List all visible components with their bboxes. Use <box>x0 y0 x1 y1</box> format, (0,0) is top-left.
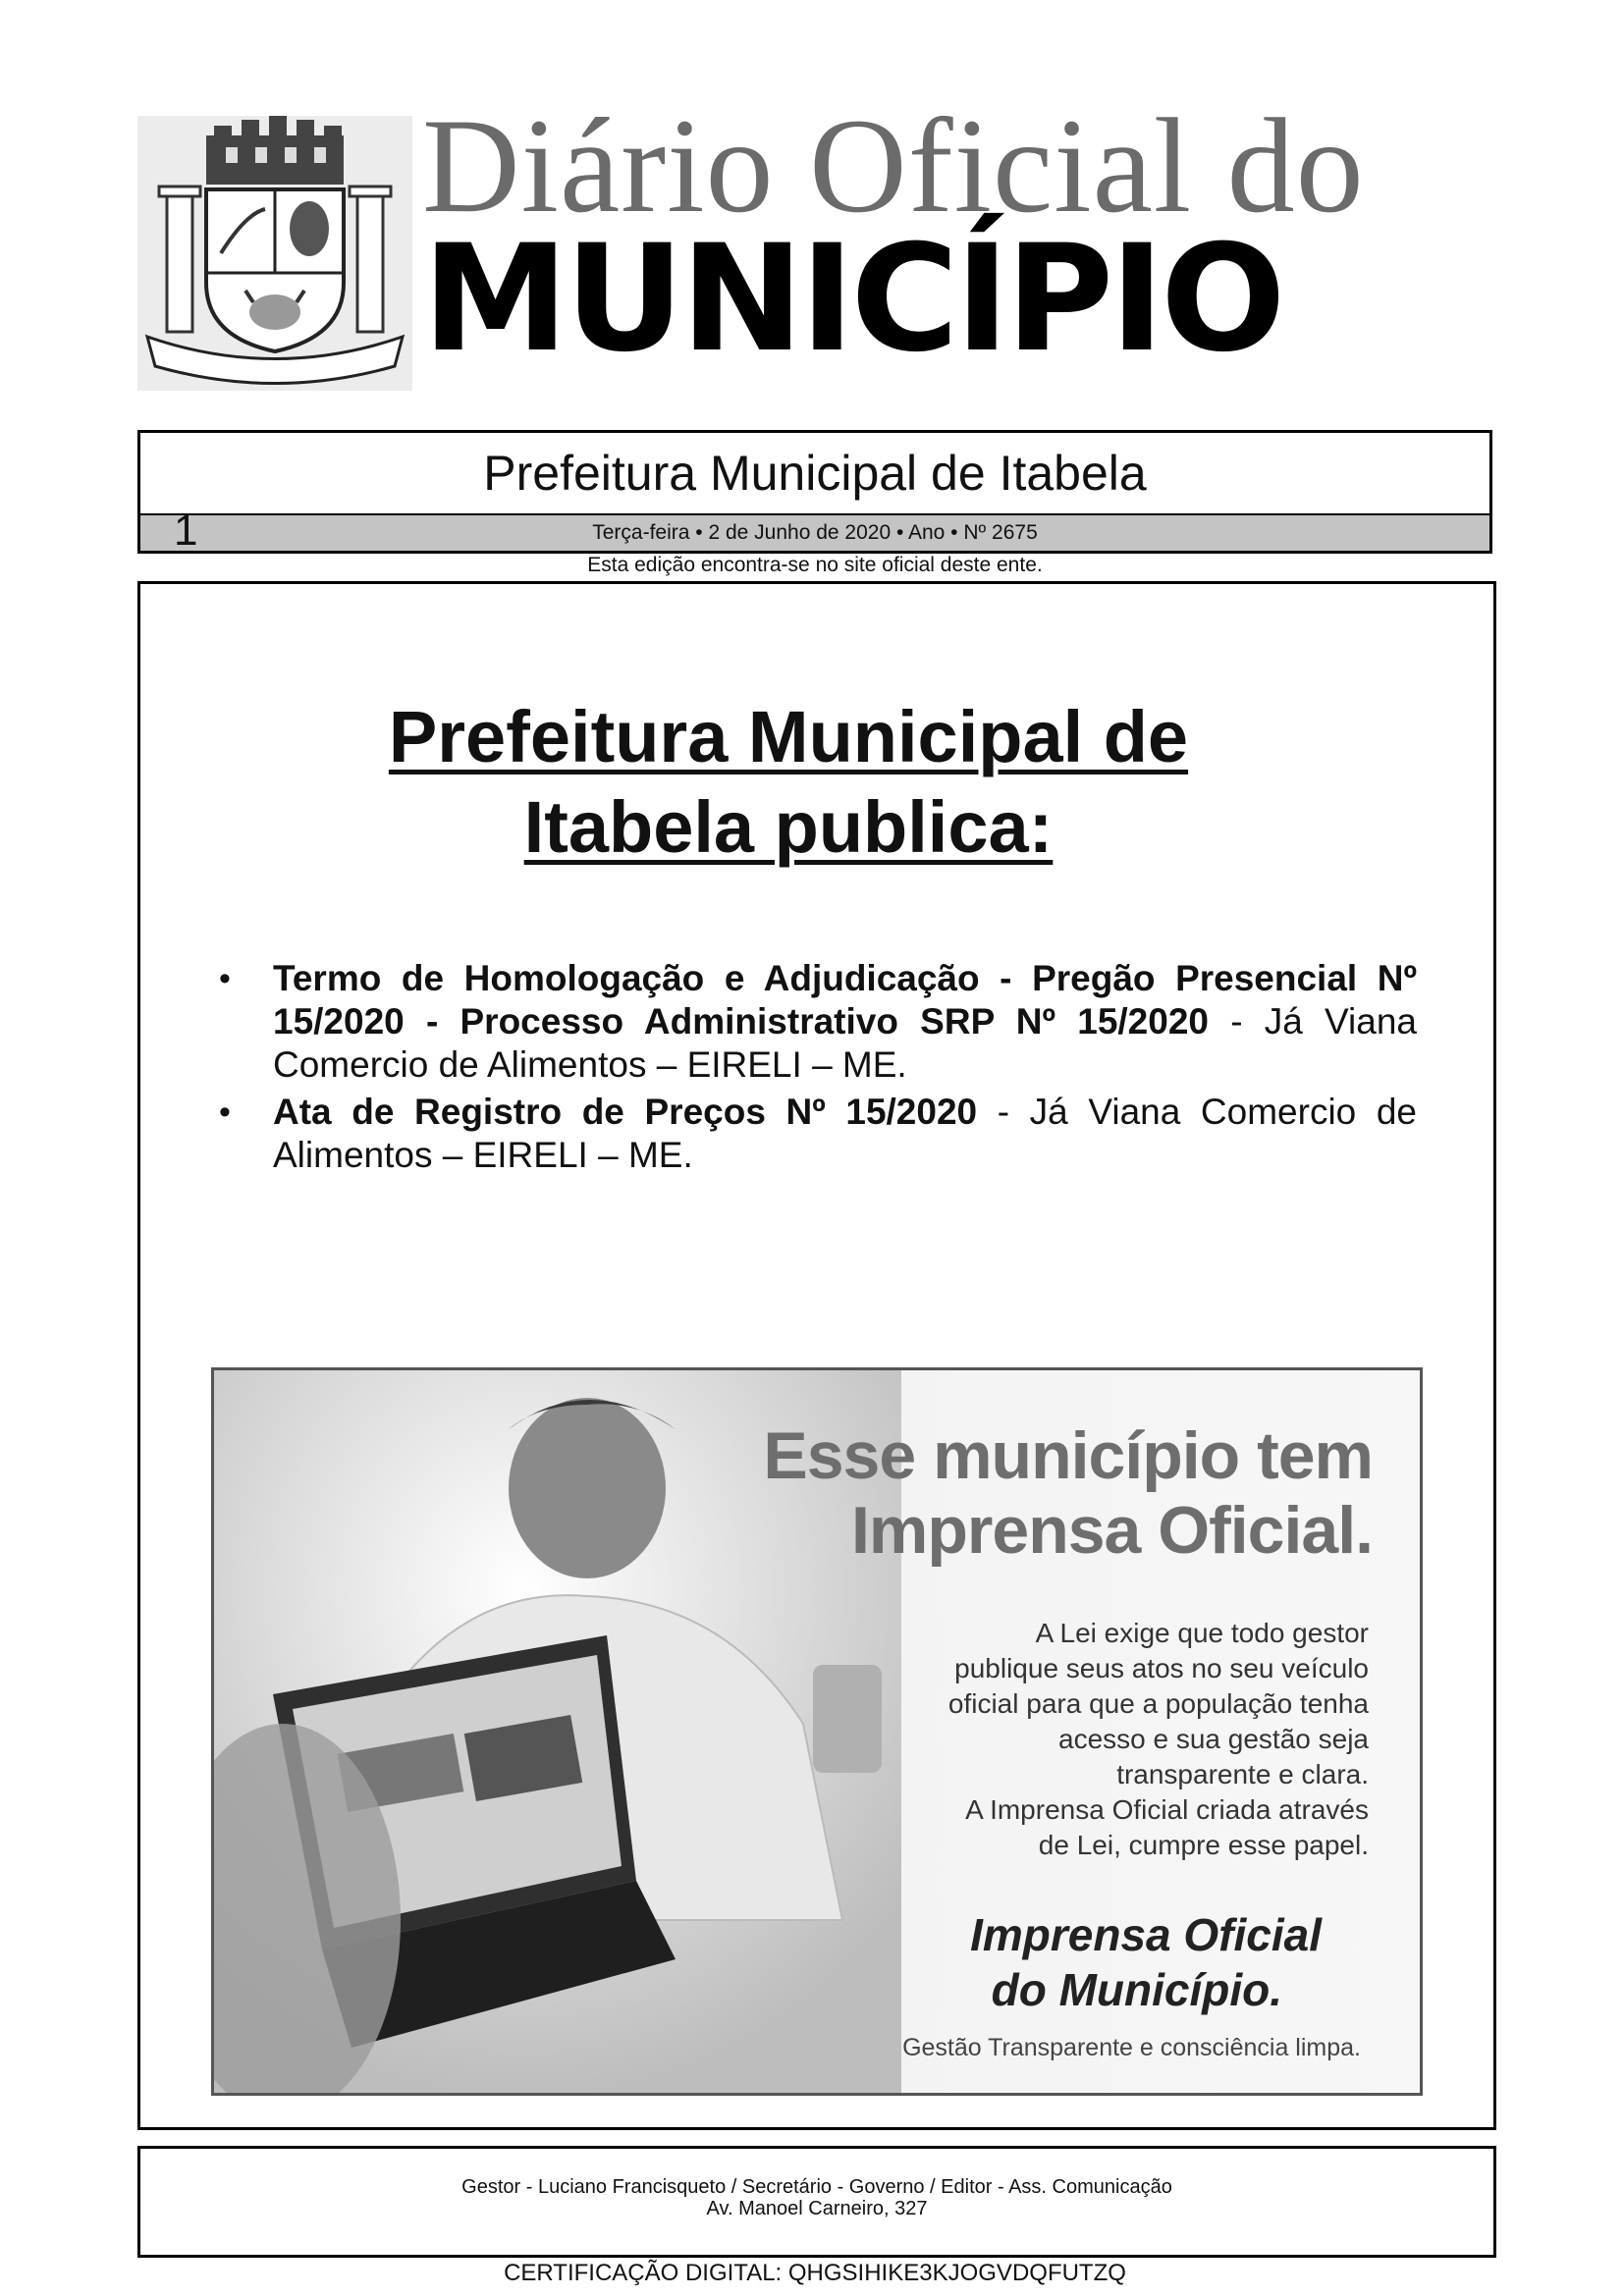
list-item <box>140 1091 1417 1177</box>
footer-officials: Gestor - Luciano Francisqueto / Secretário - Governo / Editor - Ass. Comunicação <box>461 2176 1172 2198</box>
bullet-icon: • <box>219 1094 231 1131</box>
ad-headline-line1: Esse município tem <box>763 1418 1373 1493</box>
ad-brand-line1: Imprensa Oficial <box>970 1909 1322 1960</box>
masthead-title-line1: Diário Oficial do <box>422 90 1365 240</box>
item-description: - Já Viana Comercio de Alimentos – EIRELI – ME. <box>273 1001 1418 1085</box>
item-description: - Já Viana Comercio de Alimentos – EIRELI – ME. <box>273 1092 1418 1175</box>
masthead-title-line2: MUNICÍPIO <box>422 214 1282 385</box>
main-heading-line2: Itabela publica: <box>523 786 1054 868</box>
ad-headline-line2: Imprensa Oficial. <box>851 1493 1373 1568</box>
ad-brand-line2: do Município. <box>991 1964 1282 2015</box>
municipal-crest <box>137 116 412 391</box>
ad-body-line: publique seus atos no seu veículo <box>954 1653 1369 1683</box>
coat-of-arms-icon <box>137 116 412 391</box>
item-title: Termo de Homologação e Adjudicação - Pregão Presencial Nº 15/2020 - Processo Administrativo SRP Nº 15/2020 <box>273 958 1417 1041</box>
ad-body-line: acesso e sua gestão seja <box>1058 1724 1369 1754</box>
edition-info: Terça-feira • 2 de Junho de 2020 • Ano • Nº 2675 <box>592 521 1038 544</box>
ad-body-line: A Lei exige que todo gestor <box>1035 1618 1369 1648</box>
ad-tagline: Gestão Transparente e consciência limpa. <box>902 2034 1361 2061</box>
item-title: Ata de Registro de Preços Nº 15/2020 <box>273 1092 978 1132</box>
digital-certification: CERTIFICAÇÃO DIGITAL: QHGSIHIKE3KJOGVDQFUTZQ <box>504 2260 1126 2286</box>
header-box <box>137 430 1492 554</box>
ad-body-line: oficial para que a população tenha <box>947 1688 1369 1719</box>
ad-body-line: A Imprensa Oficial criada através <box>965 1794 1369 1825</box>
ad-body-line: de Lei, cumpre esse papel. <box>1038 1830 1369 1860</box>
imprensa-oficial-ad <box>211 1367 1423 2096</box>
site-note: Esta edição encontra-se no site oficial deste ente. <box>587 554 1043 576</box>
footer-box <box>137 2146 1496 2258</box>
list-item <box>140 957 1417 1087</box>
ad-body-text <box>858 1616 1369 1863</box>
main-heading-line1: Prefeitura Municipal de <box>388 696 1189 777</box>
publication-list <box>140 957 1417 1181</box>
ad-body-line: transparente e clara. <box>1116 1759 1369 1789</box>
footer-address: Av. Manoel Carneiro, 327 <box>706 2198 928 2219</box>
page-number: 1 <box>174 507 198 555</box>
edition-strip <box>140 507 1489 555</box>
publisher-title: Prefeitura Municipal de Itabela <box>483 446 1147 501</box>
bullet-icon: • <box>219 960 231 997</box>
content-box <box>137 581 1496 2130</box>
main-heading <box>140 692 1436 873</box>
